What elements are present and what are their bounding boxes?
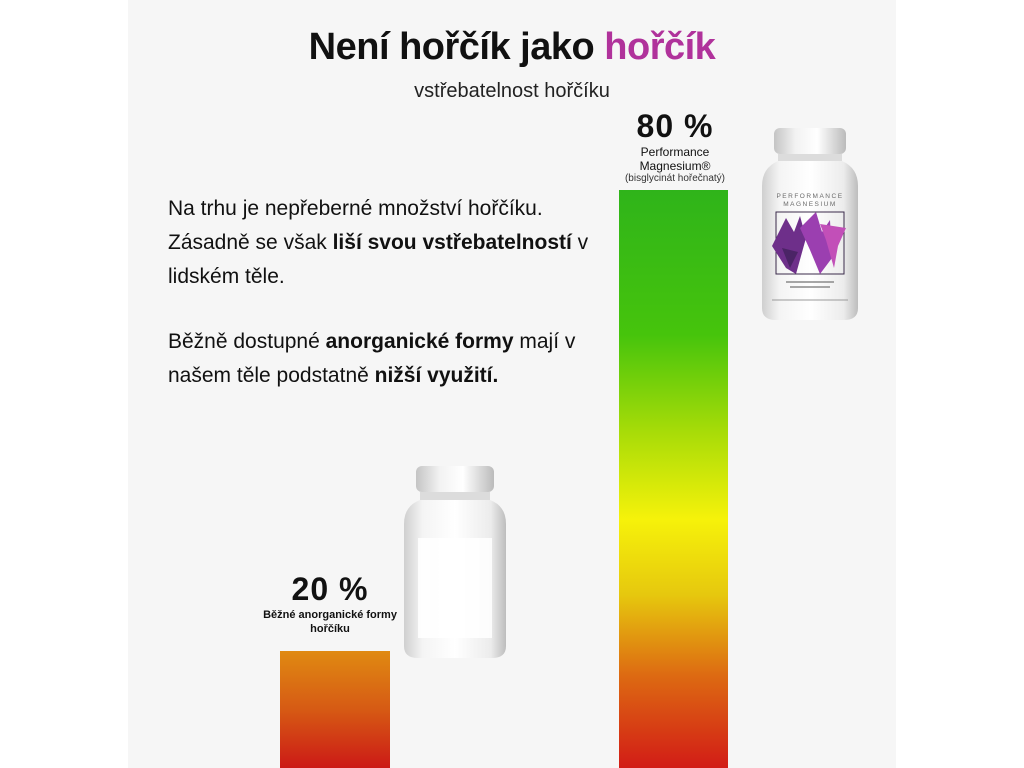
bar-category-label: Performance Magnesium® (639, 145, 711, 173)
bar-value-label: 20 % (291, 571, 369, 607)
detail-paragraph (168, 325, 608, 393)
bar-label-performance (606, 108, 744, 185)
performance-magnesium-bottle-image (760, 128, 860, 322)
detail-text-bold-1: anorganické formy (325, 330, 514, 353)
plain-bottle-image (390, 466, 520, 666)
title-text: Není hořčík jako (308, 26, 605, 68)
bar-value-label: 80 % (636, 108, 714, 144)
chart-subtitle: vstřebatelnost hořčíku (414, 80, 610, 102)
detail-text-c: mají v našem těle podstatně (168, 330, 576, 387)
intro-paragraph (168, 192, 608, 294)
detail-text-a: Běžně dostupné (168, 330, 326, 353)
intro-text-bold: liší svou vstřebatelností (332, 231, 572, 254)
bar-label-inorganic (260, 571, 400, 636)
infographic-panel (128, 0, 896, 768)
detail-text-bold-2: nižší využití. (374, 364, 499, 387)
title-accent-text: hořčík (604, 26, 716, 68)
bar-category-label: Běžné anorganické formy hořčíku (263, 609, 397, 635)
bar-category-note: (bisglycinát hořečnatý) (624, 173, 726, 184)
bottle-label-line-1: PERFORMANCE (776, 193, 844, 200)
bottle-label-line-2: MAGNESIUM (783, 201, 837, 208)
intro-text-c: v lidském těle. (168, 231, 589, 288)
intro-text-a: Na trhu je nepřeberné množství hořčíku. Zásadně se však (168, 197, 543, 254)
bar-performance-magnesium (619, 190, 728, 768)
bar-inorganic (280, 651, 390, 768)
page-title (128, 26, 896, 69)
